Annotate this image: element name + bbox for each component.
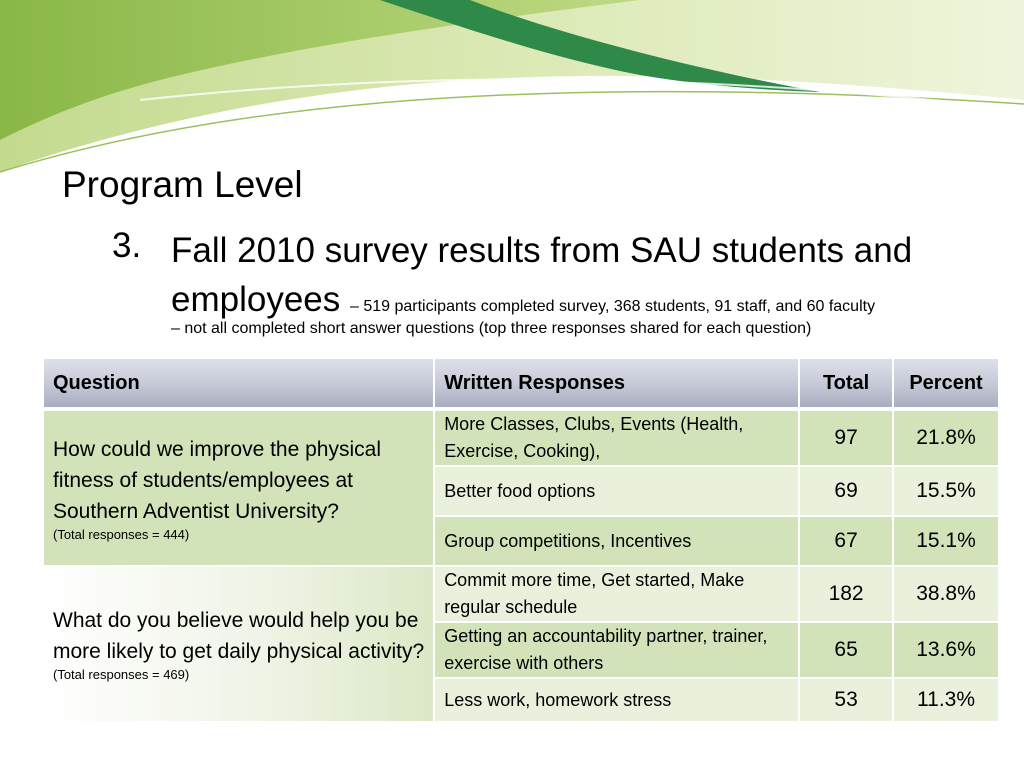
response-cell: Commit more time, Get started, Make regular schedule (434, 566, 799, 622)
percent-cell: 15.5% (893, 466, 999, 516)
point-heading-block (171, 226, 971, 331)
question-cell (43, 409, 434, 566)
question-text: What do you believe would help you be more likely to get daily physical activity? (53, 609, 425, 663)
percent-cell: 11.3% (893, 678, 999, 722)
table-header-row (43, 358, 999, 409)
header-question: Question (43, 358, 434, 409)
table-row (43, 409, 999, 466)
response-cell: Group competitions, Incentives (434, 516, 799, 566)
question-cell (43, 566, 434, 722)
response-cell: Getting an accountability partner, trainer, exercise with others (434, 622, 799, 678)
header-written-responses: Written Responses (434, 358, 799, 409)
total-cell: 69 (799, 466, 893, 516)
question-text: How could we improve the physical fitness of students/employees at Southern Adventist University? (53, 437, 381, 523)
percent-cell: 15.1% (893, 516, 999, 566)
percent-cell: 38.8% (893, 566, 999, 622)
percent-cell: 13.6% (893, 622, 999, 678)
header-total: Total (799, 358, 893, 409)
survey-results-table (42, 357, 1000, 723)
point-detail: – 519 participants completed survey, 368 students, 91 staff, and 60 faculty (350, 298, 876, 315)
slide-title: Program Level (62, 164, 303, 205)
response-cell: Less work, homework stress (434, 678, 799, 722)
response-cell: More Classes, Clubs, Events (Health, Exercise, Cooking), (434, 409, 799, 466)
total-cell: 97 (799, 409, 893, 466)
question-note: (Total responses = 469) (53, 667, 190, 682)
response-cell: Better food options (434, 466, 799, 516)
point-subdetail: – not all completed short answer questions (top three responses shared for each question) (171, 320, 812, 337)
percent-cell: 21.8% (893, 409, 999, 466)
total-cell: 65 (799, 622, 893, 678)
total-cell: 182 (799, 566, 893, 622)
header-percent: Percent (893, 358, 999, 409)
table-row (43, 566, 999, 622)
point-heading: Fall 2010 survey results from SAU students and employees (171, 231, 913, 319)
total-cell: 67 (799, 516, 893, 566)
point-number: 3. (112, 226, 142, 265)
question-note: (Total responses = 444) (53, 526, 190, 542)
banner-swoosh (0, 0, 1024, 175)
total-cell: 53 (799, 678, 893, 722)
